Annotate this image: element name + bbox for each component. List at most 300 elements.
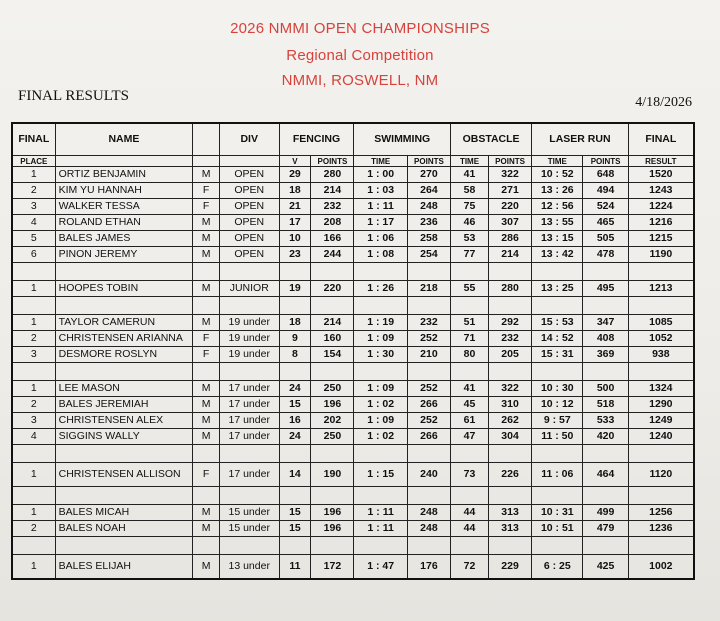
empty-cell — [489, 363, 532, 381]
empty-cell — [354, 445, 407, 463]
page-subtitle: Regional Competition — [286, 47, 434, 64]
table-row — [12, 413, 694, 429]
col-obstacle-header: OBSTACLE — [451, 123, 532, 156]
fencing-points-cell: 154 — [311, 347, 354, 363]
obstacle-points-cell: 292 — [489, 315, 532, 331]
fencing-points-cell: 232 — [311, 199, 354, 215]
empty-cell — [279, 363, 311, 381]
swim-points-cell: 240 — [407, 463, 450, 487]
laser-points-cell: 499 — [583, 505, 628, 521]
swim-time-cell: 1 : 30 — [354, 347, 407, 363]
date-label: 4/18/2026 — [635, 95, 692, 110]
fencing-v-cell: 16 — [279, 413, 311, 429]
swim-time-cell: 1 : 11 — [354, 505, 407, 521]
swim-time-cell: 1 : 06 — [354, 231, 407, 247]
obstacle-points-cell: 304 — [489, 429, 532, 445]
div-cell: 17 under — [219, 397, 279, 413]
sex-cell: F — [193, 183, 220, 199]
div-cell: OPEN — [219, 199, 279, 215]
empty-cell — [583, 445, 628, 463]
div-cell: 19 under — [219, 331, 279, 347]
laser-time-cell: 10 : 12 — [532, 397, 583, 413]
col-final-header: FINAL — [12, 123, 55, 156]
laser-time-cell: 13 : 15 — [532, 231, 583, 247]
obstacle-time-cell: 73 — [451, 463, 489, 487]
swim-time-cell: 1 : 19 — [354, 315, 407, 331]
empty-cell — [489, 297, 532, 315]
laser-time-cell: 14 : 52 — [532, 331, 583, 347]
fencing-points-cell: 250 — [311, 429, 354, 445]
empty-cell — [583, 363, 628, 381]
obstacle-time-cell: 61 — [451, 413, 489, 429]
col-points-subheader: POINTS — [407, 156, 450, 167]
swim-time-cell: 1 : 03 — [354, 183, 407, 199]
empty-cell — [219, 297, 279, 315]
empty-cell — [583, 263, 628, 281]
empty-cell — [193, 537, 220, 555]
obstacle-time-cell: 46 — [451, 215, 489, 231]
sex-cell: M — [193, 429, 220, 445]
swim-points-cell: 232 — [407, 315, 450, 331]
col-div-header: DIV — [219, 123, 279, 156]
empty-cell — [628, 487, 694, 505]
empty-cell — [407, 537, 450, 555]
obstacle-time-cell: 77 — [451, 247, 489, 263]
swim-points-cell: 236 — [407, 215, 450, 231]
empty-cell — [354, 363, 407, 381]
laser-time-cell: 9 : 57 — [532, 413, 583, 429]
empty-cell — [219, 487, 279, 505]
div-cell: OPEN — [219, 247, 279, 263]
sex-cell: M — [193, 281, 220, 297]
empty-cell — [532, 363, 583, 381]
empty-cell — [12, 263, 55, 281]
sex-cell: M — [193, 505, 220, 521]
obstacle-points-cell: 226 — [489, 463, 532, 487]
results-table — [11, 122, 695, 580]
table-row — [12, 463, 694, 487]
swim-time-cell: 1 : 11 — [354, 521, 407, 537]
swim-time-cell: 1 : 09 — [354, 413, 407, 429]
empty-cell — [311, 263, 354, 281]
sex-cell: M — [193, 413, 220, 429]
table-row — [12, 331, 694, 347]
name-cell: PINON JEREMY — [55, 247, 193, 263]
laser-points-cell: 464 — [583, 463, 628, 487]
empty-cell — [451, 297, 489, 315]
empty-cell — [451, 487, 489, 505]
fencing-points-cell: 250 — [311, 381, 354, 397]
div-cell: 17 under — [219, 413, 279, 429]
obstacle-time-cell: 72 — [451, 555, 489, 580]
div-cell: JUNIOR — [219, 281, 279, 297]
laser-points-cell: 425 — [583, 555, 628, 580]
col-laser-run-header: LASER RUN — [532, 123, 629, 156]
empty-cell — [451, 263, 489, 281]
fencing-v-cell: 21 — [279, 199, 311, 215]
table-row — [12, 215, 694, 231]
sex-cell: M — [193, 315, 220, 331]
obstacle-points-cell: 322 — [489, 381, 532, 397]
empty-cell — [55, 487, 193, 505]
fencing-v-cell: 15 — [279, 505, 311, 521]
div-cell: 17 under — [219, 463, 279, 487]
empty-cell — [193, 487, 220, 505]
final-result-cell: 1290 — [628, 397, 694, 413]
empty-cell — [219, 537, 279, 555]
swim-points-cell: 252 — [407, 381, 450, 397]
col-points-subheader: POINTS — [489, 156, 532, 167]
col-v-subheader: V — [279, 156, 311, 167]
col-sex-header — [193, 123, 220, 156]
header-row — [12, 123, 694, 156]
obstacle-points-cell: 262 — [489, 413, 532, 429]
col-result-subheader: RESULT — [628, 156, 694, 167]
obstacle-points-cell: 313 — [489, 521, 532, 537]
empty-cell — [12, 537, 55, 555]
sex-cell: F — [193, 199, 220, 215]
sex-cell: F — [193, 331, 220, 347]
empty-cell — [12, 487, 55, 505]
empty-cell — [354, 537, 407, 555]
final-result-cell: 1190 — [628, 247, 694, 263]
final-result-cell: 1520 — [628, 167, 694, 183]
empty-cell — [354, 263, 407, 281]
laser-points-cell: 479 — [583, 521, 628, 537]
final-result-cell: 1002 — [628, 555, 694, 580]
col-time-subheader: TIME — [354, 156, 407, 167]
fencing-points-cell: 196 — [311, 521, 354, 537]
empty-cell — [311, 487, 354, 505]
obstacle-points-cell: 205 — [489, 347, 532, 363]
fencing-points-cell: 214 — [311, 315, 354, 331]
laser-points-cell: 478 — [583, 247, 628, 263]
name-cell: CHRISTENSEN ALLISON — [55, 463, 193, 487]
empty-cell — [354, 487, 407, 505]
sex-cell: M — [193, 167, 220, 183]
table-row — [12, 199, 694, 215]
laser-time-cell: 10 : 51 — [532, 521, 583, 537]
place-cell: 2 — [12, 521, 55, 537]
table-row — [12, 281, 694, 297]
div-cell: OPEN — [219, 215, 279, 231]
empty-cell — [55, 297, 193, 315]
obstacle-points-cell: 232 — [489, 331, 532, 347]
div-cell: 19 under — [219, 315, 279, 331]
fencing-v-cell: 11 — [279, 555, 311, 580]
obstacle-time-cell: 51 — [451, 315, 489, 331]
col-time-subheader: TIME — [451, 156, 489, 167]
place-cell: 3 — [12, 347, 55, 363]
laser-time-cell: 11 : 06 — [532, 463, 583, 487]
obstacle-points-cell: 280 — [489, 281, 532, 297]
obstacle-time-cell: 55 — [451, 281, 489, 297]
empty-cell — [12, 363, 55, 381]
empty-cell — [489, 537, 532, 555]
empty-cell — [279, 537, 311, 555]
obstacle-points-cell: 229 — [489, 555, 532, 580]
col-fencing-header: FENCING — [279, 123, 354, 156]
fencing-v-cell: 24 — [279, 429, 311, 445]
name-cell: WALKER TESSA — [55, 199, 193, 215]
obstacle-time-cell: 45 — [451, 397, 489, 413]
laser-time-cell: 12 : 56 — [532, 199, 583, 215]
empty-cell — [532, 537, 583, 555]
final-result-cell: 1085 — [628, 315, 694, 331]
final-result-cell: 1243 — [628, 183, 694, 199]
laser-time-cell: 10 : 31 — [532, 505, 583, 521]
laser-points-cell: 518 — [583, 397, 628, 413]
empty-cell — [451, 537, 489, 555]
empty-cell — [193, 263, 220, 281]
empty-cell — [279, 445, 311, 463]
table-row — [12, 397, 694, 413]
swim-points-cell: 252 — [407, 413, 450, 429]
sex-cell: F — [193, 347, 220, 363]
spacer-row — [12, 297, 694, 315]
place-cell: 4 — [12, 215, 55, 231]
fencing-v-cell: 15 — [279, 521, 311, 537]
obstacle-points-cell: 286 — [489, 231, 532, 247]
laser-points-cell: 465 — [583, 215, 628, 231]
place-cell: 1 — [12, 463, 55, 487]
fencing-points-cell: 208 — [311, 215, 354, 231]
laser-points-cell: 420 — [583, 429, 628, 445]
fencing-points-cell: 202 — [311, 413, 354, 429]
fencing-v-cell: 15 — [279, 397, 311, 413]
empty-cell — [628, 297, 694, 315]
swim-points-cell: 210 — [407, 347, 450, 363]
empty-cell — [193, 363, 220, 381]
div-cell: OPEN — [219, 183, 279, 199]
empty-cell — [219, 263, 279, 281]
spacer-row — [12, 487, 694, 505]
fencing-v-cell: 24 — [279, 381, 311, 397]
name-cell: HOOPES TOBIN — [55, 281, 193, 297]
name-cell: SIGGINS WALLY — [55, 429, 193, 445]
name-cell: BALES MICAH — [55, 505, 193, 521]
empty-cell — [55, 263, 193, 281]
location-text: NMMI, ROSWELL, NM — [281, 72, 439, 89]
empty-cell — [583, 487, 628, 505]
empty-cell — [451, 363, 489, 381]
empty-cell — [279, 487, 311, 505]
swim-points-cell: 266 — [407, 429, 450, 445]
empty-cell — [407, 487, 450, 505]
name-cell: BALES NOAH — [55, 521, 193, 537]
fencing-v-cell: 23 — [279, 247, 311, 263]
swim-points-cell: 258 — [407, 231, 450, 247]
table-row — [12, 315, 694, 331]
empty-cell — [489, 263, 532, 281]
final-result-cell: 1052 — [628, 331, 694, 347]
swim-points-cell: 248 — [407, 505, 450, 521]
empty-cell — [489, 445, 532, 463]
table-row — [12, 183, 694, 199]
empty-cell — [628, 363, 694, 381]
fencing-v-cell: 19 — [279, 281, 311, 297]
final-result-cell: 1216 — [628, 215, 694, 231]
div-cell: OPEN — [219, 167, 279, 183]
spacer-row — [12, 537, 694, 555]
table-row — [12, 167, 694, 183]
empty-cell — [628, 445, 694, 463]
fencing-points-cell: 190 — [311, 463, 354, 487]
empty-cell — [311, 445, 354, 463]
col-name-header: NAME — [55, 123, 193, 156]
empty-cell — [219, 363, 279, 381]
place-cell: 6 — [12, 247, 55, 263]
table-row — [12, 347, 694, 363]
empty-cell — [407, 363, 450, 381]
swim-time-cell: 1 : 47 — [354, 555, 407, 580]
swim-time-cell: 1 : 02 — [354, 429, 407, 445]
obstacle-time-cell: 71 — [451, 331, 489, 347]
table-row — [12, 381, 694, 397]
swim-time-cell: 1 : 09 — [354, 381, 407, 397]
fencing-v-cell: 18 — [279, 315, 311, 331]
swim-points-cell: 218 — [407, 281, 450, 297]
swim-time-cell: 1 : 08 — [354, 247, 407, 263]
sex-cell: M — [193, 555, 220, 580]
laser-points-cell: 408 — [583, 331, 628, 347]
col-final-result-header: FINAL — [628, 123, 694, 156]
empty-cell — [55, 445, 193, 463]
table-row — [12, 231, 694, 247]
laser-time-cell: 13 : 26 — [532, 183, 583, 199]
laser-points-cell: 524 — [583, 199, 628, 215]
place-cell: 5 — [12, 231, 55, 247]
laser-time-cell: 15 : 31 — [532, 347, 583, 363]
empty-cell — [12, 445, 55, 463]
table-row — [12, 521, 694, 537]
empty-cell — [55, 537, 193, 555]
empty-cell — [407, 263, 450, 281]
laser-time-cell: 15 : 53 — [532, 315, 583, 331]
obstacle-time-cell: 80 — [451, 347, 489, 363]
obstacle-time-cell: 47 — [451, 429, 489, 445]
fencing-points-cell: 196 — [311, 397, 354, 413]
sex-cell: M — [193, 521, 220, 537]
empty-cell — [354, 297, 407, 315]
page-title: 2026 NMMI OPEN CHAMPIONSHIPS — [230, 20, 490, 37]
swim-points-cell: 270 — [407, 167, 450, 183]
swim-points-cell: 248 — [407, 521, 450, 537]
final-result-cell: 1324 — [628, 381, 694, 397]
obstacle-time-cell: 44 — [451, 505, 489, 521]
name-cell: DESMORE ROSLYN — [55, 347, 193, 363]
empty-cell — [532, 263, 583, 281]
name-cell: BALES ELIJAH — [55, 555, 193, 580]
swim-time-cell: 1 : 11 — [354, 199, 407, 215]
empty-cell — [279, 297, 311, 315]
empty-cell — [532, 445, 583, 463]
table-row — [12, 247, 694, 263]
spacer-row — [12, 445, 694, 463]
sex-cell: M — [193, 381, 220, 397]
place-cell: 2 — [12, 397, 55, 413]
fencing-v-cell: 10 — [279, 231, 311, 247]
place-cell: 2 — [12, 183, 55, 199]
laser-time-cell: 13 : 42 — [532, 247, 583, 263]
empty-cell — [583, 537, 628, 555]
final-result-cell: 1240 — [628, 429, 694, 445]
name-cell: KIM YU HANNAH — [55, 183, 193, 199]
laser-points-cell: 347 — [583, 315, 628, 331]
name-cell: BALES JEREMIAH — [55, 397, 193, 413]
swim-points-cell: 264 — [407, 183, 450, 199]
final-result-cell: 1224 — [628, 199, 694, 215]
empty-cell — [628, 537, 694, 555]
empty-cell — [311, 537, 354, 555]
fencing-v-cell: 18 — [279, 183, 311, 199]
name-cell: CHRISTENSEN ARIANNA — [55, 331, 193, 347]
place-cell: 2 — [12, 331, 55, 347]
table-row — [12, 555, 694, 580]
laser-points-cell: 505 — [583, 231, 628, 247]
laser-points-cell: 500 — [583, 381, 628, 397]
sex-cell: M — [193, 231, 220, 247]
laser-time-cell: 10 : 52 — [532, 167, 583, 183]
obstacle-time-cell: 58 — [451, 183, 489, 199]
swim-points-cell: 176 — [407, 555, 450, 580]
table-row — [12, 505, 694, 521]
laser-time-cell: 13 : 55 — [532, 215, 583, 231]
obstacle-time-cell: 41 — [451, 167, 489, 183]
fencing-points-cell: 220 — [311, 281, 354, 297]
swim-points-cell: 254 — [407, 247, 450, 263]
sex-cell: F — [193, 463, 220, 487]
div-cell: 15 under — [219, 505, 279, 521]
name-cell: BALES JAMES — [55, 231, 193, 247]
obstacle-time-cell: 75 — [451, 199, 489, 215]
obstacle-points-cell: 271 — [489, 183, 532, 199]
spacer-row — [12, 263, 694, 281]
obstacle-points-cell: 322 — [489, 167, 532, 183]
swim-time-cell: 1 : 09 — [354, 331, 407, 347]
final-result-cell: 1215 — [628, 231, 694, 247]
final-result-cell: 1120 — [628, 463, 694, 487]
fencing-points-cell: 196 — [311, 505, 354, 521]
empty-cell — [628, 263, 694, 281]
place-cell: 3 — [12, 413, 55, 429]
swim-time-cell: 1 : 02 — [354, 397, 407, 413]
subheader-row — [12, 156, 694, 167]
div-cell: OPEN — [219, 231, 279, 247]
spacer-row — [12, 363, 694, 381]
name-cell: LEE MASON — [55, 381, 193, 397]
subheader-blank — [55, 156, 193, 167]
empty-cell — [311, 363, 354, 381]
col-place-subheader: PLACE — [12, 156, 55, 167]
swim-points-cell: 252 — [407, 331, 450, 347]
name-cell: ORTIZ BENJAMIN — [55, 167, 193, 183]
place-cell: 1 — [12, 381, 55, 397]
laser-points-cell: 494 — [583, 183, 628, 199]
empty-cell — [12, 297, 55, 315]
laser-points-cell: 533 — [583, 413, 628, 429]
laser-points-cell: 369 — [583, 347, 628, 363]
empty-cell — [489, 487, 532, 505]
fencing-points-cell: 166 — [311, 231, 354, 247]
empty-cell — [583, 297, 628, 315]
empty-cell — [407, 297, 450, 315]
col-points-subheader: POINTS — [311, 156, 354, 167]
fencing-points-cell: 160 — [311, 331, 354, 347]
empty-cell — [193, 445, 220, 463]
swim-time-cell: 1 : 17 — [354, 215, 407, 231]
obstacle-points-cell: 313 — [489, 505, 532, 521]
